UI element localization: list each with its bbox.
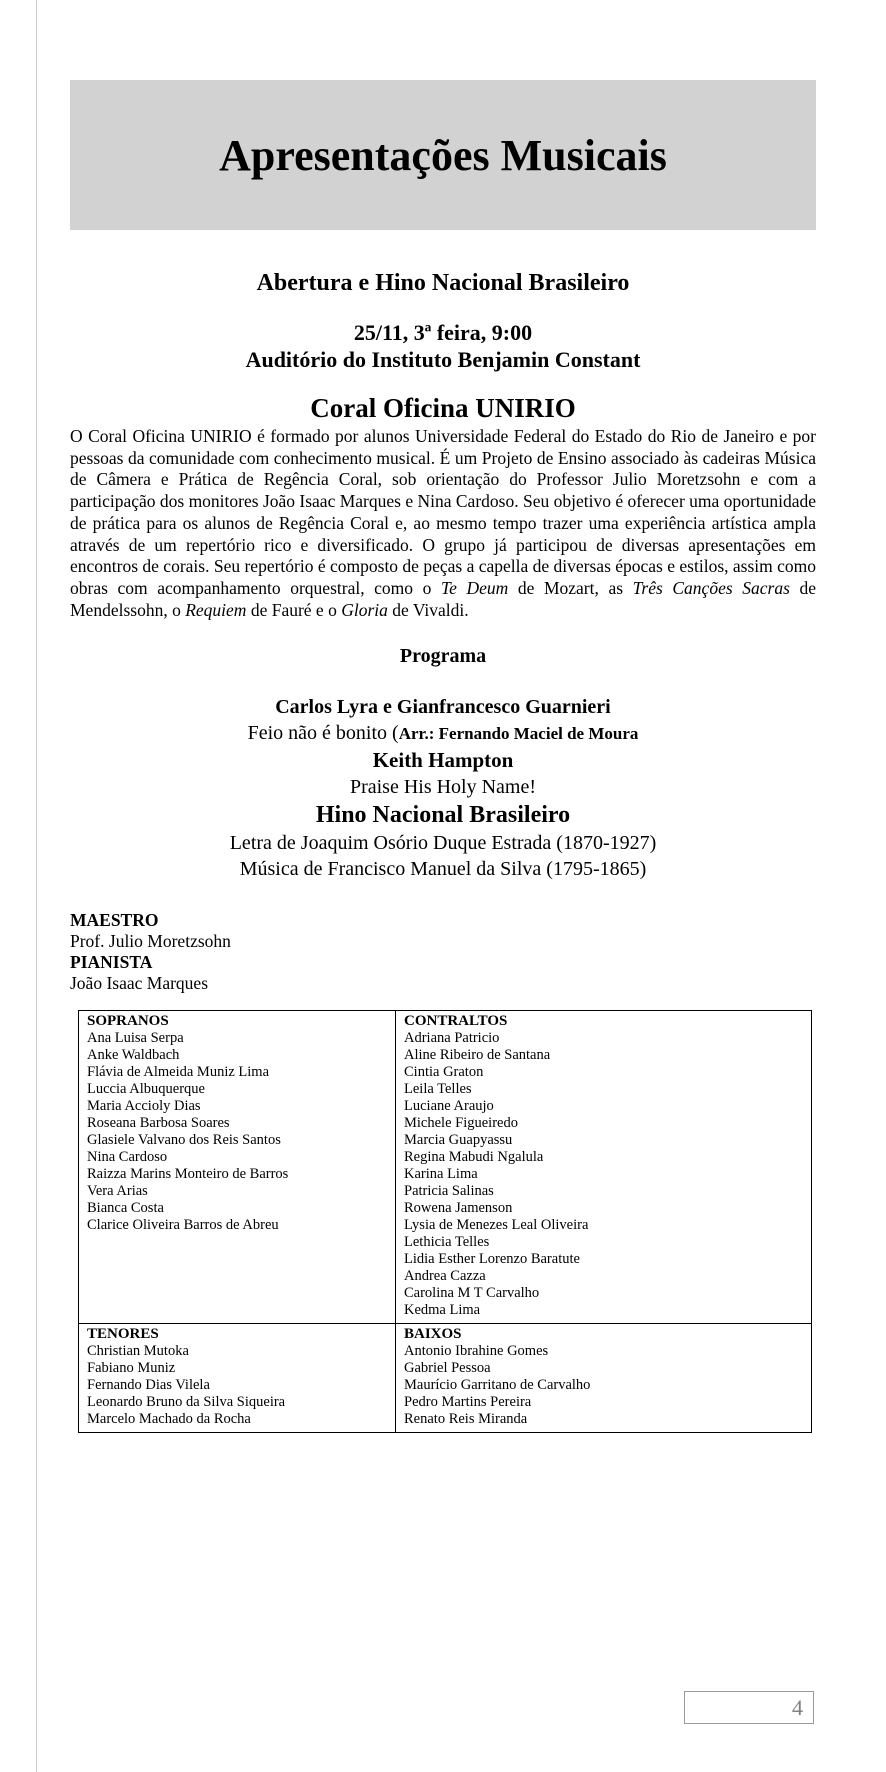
page-number-box xyxy=(684,1691,814,1724)
roster-name: Ana Luisa Serpa xyxy=(87,1030,184,1047)
event-datetime: 25/11, 3ª feira, 9:00 xyxy=(353,320,533,345)
roster-name: Vera Arias xyxy=(87,1183,148,1200)
roster-name: Marcia Guapyassu xyxy=(404,1132,513,1149)
document-title: Apresentações Musicais xyxy=(219,130,667,180)
roster-name: Cintia Graton xyxy=(404,1064,484,1081)
roster-name: Renato Reis Miranda xyxy=(404,1411,528,1428)
roster-name: Patricia Salinas xyxy=(404,1183,494,1200)
roster-section-header: CONTRALTOS xyxy=(404,1013,508,1030)
roster-cell-contraltos xyxy=(396,1011,812,1324)
description-text: de Vivaldi. xyxy=(387,599,469,620)
work-title-italic: Gloria xyxy=(341,599,388,620)
program-block xyxy=(70,694,816,882)
staff-role-maestro: MAESTRO xyxy=(70,910,159,931)
roster-name: Michele Figueiredo xyxy=(404,1115,518,1132)
roster-name: Pedro Martins Pereira xyxy=(404,1394,532,1411)
roster-name: Adriana Patricio xyxy=(404,1030,500,1047)
program-piece-1 xyxy=(70,720,816,747)
program-composer-1: Carlos Lyra e Gianfrancesco Guarnieri xyxy=(275,696,611,719)
roster-name: Fabiano Muniz xyxy=(87,1360,176,1377)
roster-name: Carolina M T Carvalho xyxy=(404,1285,540,1302)
choir-roster-table xyxy=(78,1010,812,1433)
choir-name-heading: Coral Oficina UNIRIO xyxy=(310,393,576,423)
program-piece-2: Praise His Holy Name! xyxy=(349,776,537,799)
roster-name: Clarice Oliveira Barros de Abreu xyxy=(87,1217,279,1234)
roster-name: Gabriel Pessoa xyxy=(404,1360,491,1377)
work-title-italic: Requiem xyxy=(185,599,247,620)
description-text: de Fauré e o xyxy=(246,599,342,620)
arrangement-credit: Arr.: Fernando Maciel de Moura xyxy=(398,724,639,744)
event-schedule xyxy=(70,319,816,373)
roster-name: Antonio Ibrahine Gomes xyxy=(404,1343,549,1360)
anthem-music-credit: Música de Francisco Manuel da Silva (1795-1865) xyxy=(239,858,647,881)
roster-name: Raizza Marins Monteiro de Barros xyxy=(87,1166,289,1183)
description-text: de Mendelssohn, o xyxy=(70,577,816,620)
staff-name-pianista: João Isaac Marques xyxy=(70,973,209,994)
roster-name: Glasiele Valvano dos Reis Santos xyxy=(87,1132,281,1149)
roster-name: Maurício Garritano de Carvalho xyxy=(404,1377,591,1394)
roster-name: Leila Telles xyxy=(404,1081,472,1098)
roster-name: Leonardo Bruno da Silva Siqueira xyxy=(87,1394,286,1411)
roster-name: Aline Ribeiro de Santana xyxy=(404,1047,551,1064)
work-title-italic: Três Canções Sacras xyxy=(632,577,790,598)
roster-section-header: BAIXOS xyxy=(404,1326,462,1343)
roster-name: Kedma Lima xyxy=(404,1302,481,1319)
roster-cell-baixos xyxy=(396,1324,812,1433)
work-title-italic: Te Deum xyxy=(440,577,509,598)
page-margin-rule xyxy=(36,0,37,1772)
roster-name: Regina Mabudi Ngalula xyxy=(404,1149,544,1166)
staff-role-pianista: PIANISTA xyxy=(70,952,153,973)
roster-name: Flávia de Almeida Muniz Lima xyxy=(87,1064,270,1081)
anthem-title: Hino Nacional Brasileiro xyxy=(315,802,571,829)
roster-name: Rowena Jamenson xyxy=(404,1200,513,1217)
roster-cell-sopranos xyxy=(79,1011,396,1324)
roster-name: Christian Mutoka xyxy=(87,1343,189,1360)
roster-section-header: SOPRANOS xyxy=(87,1013,169,1030)
event-title: Abertura e Hino Nacional Brasileiro xyxy=(256,270,630,296)
title-banner xyxy=(70,80,816,230)
anthem-lyrics-credit: Letra de Joaquim Osório Duque Estrada (1870-1927) xyxy=(229,832,657,855)
roster-name: Marcelo Machado da Rocha xyxy=(87,1411,251,1428)
roster-row-upper-voices xyxy=(79,1011,812,1324)
roster-row-lower-voices xyxy=(79,1324,812,1433)
roster-name: Lidia Esther Lorenzo Baratute xyxy=(404,1251,580,1268)
roster-name: Lethicia Telles xyxy=(404,1234,490,1251)
piece-title-text: Feio não é bonito ( xyxy=(247,722,399,745)
roster-name: Luccia Albuquerque xyxy=(87,1081,205,1098)
page-content xyxy=(70,0,816,1433)
roster-name: Andrea Cazza xyxy=(404,1268,486,1285)
page-number: 4 xyxy=(792,1694,803,1720)
roster-name: Luciane Araujo xyxy=(404,1098,494,1115)
description-text: O Coral Oficina UNIRIO é formado por alunos Universidade Federal do Estado do Rio de Janeiro e por pessoas da comunidade com conhecimento musical. É um Projeto de Ensino associado às cadeiras Música de Câmera e Prática de Regência Coral, sob orientação do Professor Julio Moretzsohn e com a participação dos monitores João Isaac Marques e Nina Cardoso. Seu objetivo é oferecer uma oportunidade de prática para os alunos de Regência Coral e, ao mesmo tempo trazer uma experiência artística ampla através de um repertório rico e diversificado. O grupo já participou de diversas apresentações em encontros de corais. Seu repertório é composto de peças a capella de diversas épocas e estilos, assim como obras com acompanhamento orquestral, como o xyxy=(70,426,816,598)
roster-name: Nina Cardoso xyxy=(87,1149,168,1166)
roster-cell-tenores xyxy=(79,1324,396,1433)
choir-description xyxy=(70,426,816,621)
program-composer-2: Keith Hampton xyxy=(372,748,514,773)
roster-name: Karina Lima xyxy=(404,1166,478,1183)
staff-block xyxy=(70,910,816,994)
staff-name-maestro: Prof. Julio Moretzsohn xyxy=(70,931,231,952)
description-text: de Mozart, as xyxy=(508,577,633,598)
roster-section-header: TENORES xyxy=(87,1326,159,1343)
roster-name: Bianca Costa xyxy=(87,1200,164,1217)
roster-name: Anke Waldbach xyxy=(87,1047,180,1064)
roster-name: Lysia de Menezes Leal Oliveira xyxy=(404,1217,589,1234)
program-heading: Programa xyxy=(399,645,487,668)
roster-name: Roseana Barbosa Soares xyxy=(87,1115,230,1132)
roster-name: Fernando Dias Vilela xyxy=(87,1377,210,1394)
roster-name: Maria Accioly Dias xyxy=(87,1098,201,1115)
event-venue: Auditório do Instituto Benjamin Constant xyxy=(245,347,641,372)
